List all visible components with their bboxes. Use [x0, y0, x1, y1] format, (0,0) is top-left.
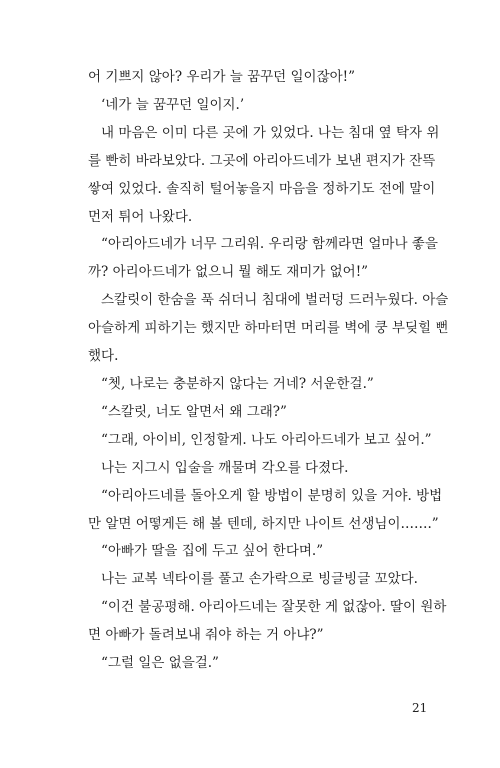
text-line: 나는 지그시 입술을 깨물며 각오를 다졌다.	[101, 459, 349, 476]
body-text	[88, 64, 449, 678]
text-line: “이건 불공평해. 아리아드네는 잘못한 게 없잖아. 딸이 원하	[101, 599, 447, 616]
page-number: 21	[412, 701, 428, 715]
text-line: 했다.	[88, 348, 119, 365]
text-line: 먼저 튀어 나왔다.	[88, 208, 193, 225]
text-line: ‘네가 늘 꿈꾸던 일이지.’	[101, 96, 245, 113]
text-line: 쌓여 있었다. 솔직히 털어놓을지 마음을 정하기도 전에 말이	[88, 180, 436, 197]
text-line: “그래, 아이비, 인정할게. 나도 아리아드네가 보고 싶어.”	[101, 431, 432, 448]
text-line: 까? 아리아드네가 없으니 뭘 해도 재미가 없어!”	[88, 264, 369, 281]
text-line: “쳇, 나로는 충분하지 않다는 거네? 서운한걸.”	[101, 375, 374, 392]
text-line: “아리아드네를 돌아오게 할 방법이 분명히 있을 거야. 방법	[101, 487, 443, 504]
text-line: 만 알면 어떻게든 해 볼 텐데, 하지만 나이트 선생님이…….”	[88, 515, 439, 532]
text-line: “아빠가 딸을 집에 두고 싶어 한다며.”	[101, 543, 324, 560]
text-line: “그럴 일은 없을걸.”	[101, 655, 219, 672]
text-line: 아슬하게 피하기는 했지만 하마터면 머리를 벽에 쿵 부딪힐 뻔	[88, 320, 449, 337]
text-line: 스칼릿이 한숨을 푹 쉬더니 침대에 벌러덩 드러누웠다. 아슬	[101, 292, 449, 309]
text-line: 를 빤히 바라보았다. 그곳에 아리아드네가 보낸 편지가 잔뜩	[88, 152, 436, 169]
text-line: “아리아드네가 너무 그리워. 우리랑 함께라면 얼마나 좋을	[101, 236, 438, 253]
text-line: 내 마음은 이미 다른 곳에 가 있었다. 나는 침대 옆 탁자 위	[101, 124, 440, 141]
text-line: 면 아빠가 돌려보내 줘야 하는 거 아냐?”	[88, 627, 324, 644]
text-line: “스칼릿, 너도 알면서 왜 그래?”	[101, 403, 287, 420]
text-line: 어 기쁘지 않아? 우리가 늘 꿈꾸던 일이잖아!”	[88, 69, 356, 85]
text-line: 나는 교복 넥타이를 풀고 손가락으로 빙글빙글 꼬았다.	[101, 571, 418, 588]
